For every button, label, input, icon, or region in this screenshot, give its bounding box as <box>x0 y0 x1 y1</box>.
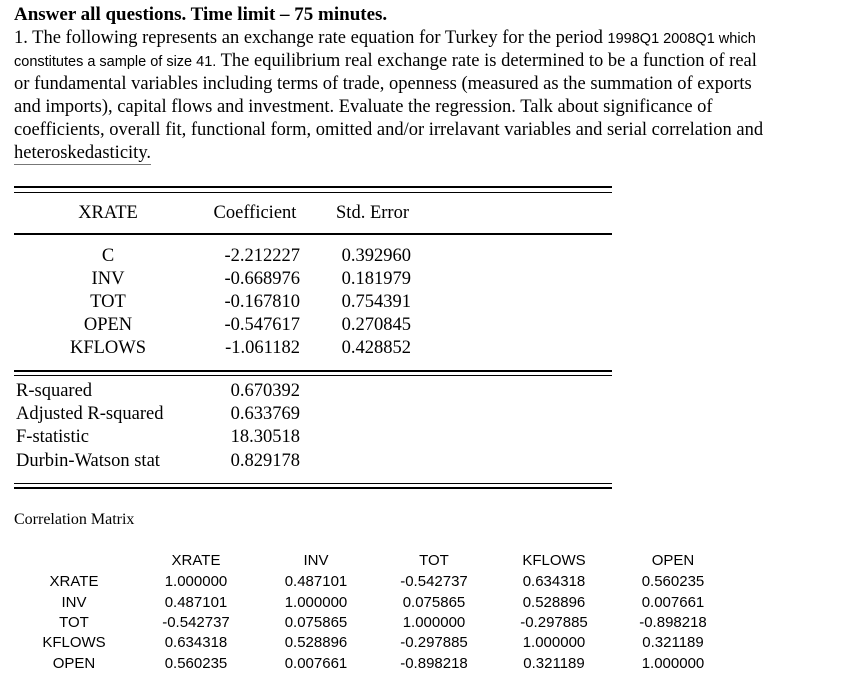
corr-cell: 0.634318 <box>164 634 228 651</box>
table-stats-rule-2 <box>14 375 612 376</box>
stat-label: F-statistic <box>16 427 89 447</box>
question-line-1-text: 1. The following represents an exchange rate equation for Turkey for the period <box>14 28 608 48</box>
corr-cell: 0.560235 <box>641 573 705 590</box>
corr-cell: -0.898218 <box>639 614 707 631</box>
row-std-error: 0.754391 <box>341 292 411 312</box>
header-dependent-variable: XRATE <box>78 203 138 223</box>
corr-col-header: OPEN <box>651 552 695 569</box>
table-bottom-rule-1 <box>14 483 612 484</box>
corr-col-header: INV <box>303 552 329 569</box>
corr-cell: 0.321189 <box>642 634 704 651</box>
table-stats-rule-1 <box>14 370 612 372</box>
corr-cell: 0.007661 <box>641 594 705 611</box>
row-coefficient: -1.061182 <box>225 338 300 358</box>
question-heading: Answer all questions. Time limit – 75 minutes. <box>14 4 388 25</box>
corr-col-header: KFLOWS <box>522 552 586 569</box>
row-coefficient: -2.212227 <box>224 246 300 266</box>
stat-label: Adjusted R-squared <box>16 404 164 424</box>
table-top-rule-1 <box>14 186 612 188</box>
stat-value: 0.829178 <box>230 451 300 471</box>
row-coefficient: -0.547617 <box>224 315 300 335</box>
question-line-2-text: The equilibrium real exchange rate is determined to be a function of real <box>216 51 757 71</box>
question-sample-size: constitutes a sample of size 41. <box>14 54 217 70</box>
corr-cell: 1.000000 <box>402 614 466 631</box>
question-line-4: and imports), capital flows and investment. Evaluate the regression. Talk about significance of <box>14 97 713 117</box>
row-std-error: 0.392960 <box>341 246 411 266</box>
header-std-error: Std. Error <box>336 203 409 223</box>
question-line-6-text: heteroskedasticity. <box>14 143 151 163</box>
question-line-3: or fundamental variables including terms of trade, openness (measured as the summation of exports <box>14 74 752 94</box>
stat-value: 18.30518 <box>230 427 300 447</box>
row-variable: OPEN <box>83 315 133 335</box>
question-line-5: coefficients, overall fit, functional form, omitted and/or irrelavant variables and serial correlation and <box>14 120 764 140</box>
row-std-error: 0.270845 <box>341 315 411 335</box>
corr-cell: 0.560235 <box>164 655 228 672</box>
row-variable: C <box>101 246 115 266</box>
corr-cell: -0.898218 <box>400 655 468 672</box>
corr-cell: 0.007661 <box>284 655 348 672</box>
corr-cell: -0.297885 <box>400 634 468 651</box>
corr-cell: -0.542737 <box>162 614 230 631</box>
corr-cell: 0.487101 <box>164 594 228 611</box>
corr-cell: 0.075865 <box>284 614 348 631</box>
header-coefficient: Coefficient <box>213 203 297 223</box>
stat-label: R-squared <box>16 381 93 401</box>
question-line-2 <box>14 50 757 74</box>
table-top-rule-2 <box>14 192 612 193</box>
corr-cell: 1.000000 <box>641 655 705 672</box>
question-period: 1998Q1 2008Q1 which <box>607 31 756 47</box>
corr-cell: -0.542737 <box>400 573 468 590</box>
corr-cell: 0.487101 <box>284 573 348 590</box>
corr-cell: 0.634318 <box>522 573 586 590</box>
corr-row-label: OPEN <box>52 655 96 672</box>
row-variable: TOT <box>90 292 126 312</box>
stat-label: Durbin-Watson stat <box>16 451 160 471</box>
row-coefficient: -0.668976 <box>224 269 300 289</box>
corr-cell: 0.321189 <box>523 655 585 672</box>
question-line-6 <box>14 142 151 165</box>
row-std-error: 0.181979 <box>341 269 411 289</box>
table-header-rule <box>14 233 612 235</box>
corr-row-label: XRATE <box>49 573 99 590</box>
corr-col-header: XRATE <box>171 552 221 569</box>
corr-cell: 0.528896 <box>522 594 586 611</box>
corr-row-label: KFLOWS <box>42 634 106 651</box>
row-coefficient: -0.167810 <box>224 292 300 312</box>
corr-cell: -0.297885 <box>520 614 588 631</box>
table-bottom-rule-2 <box>14 487 612 489</box>
corr-cell: 0.528896 <box>284 634 348 651</box>
row-variable: INV <box>91 269 125 289</box>
stat-value: 0.670392 <box>230 381 300 401</box>
row-std-error: 0.428852 <box>341 338 411 358</box>
corr-row-label: INV <box>61 594 87 611</box>
corr-row-label: TOT <box>59 614 89 631</box>
question-line-1 <box>14 27 756 51</box>
correlation-matrix-title: Correlation Matrix <box>14 511 135 528</box>
corr-cell: 1.000000 <box>522 634 586 651</box>
row-variable: KFLOWS <box>69 338 147 358</box>
corr-cell: 1.000000 <box>284 594 348 611</box>
corr-col-header: TOT <box>419 552 449 569</box>
corr-cell: 1.000000 <box>164 573 228 590</box>
corr-cell: 0.075865 <box>402 594 466 611</box>
stat-value: 0.633769 <box>230 404 300 424</box>
